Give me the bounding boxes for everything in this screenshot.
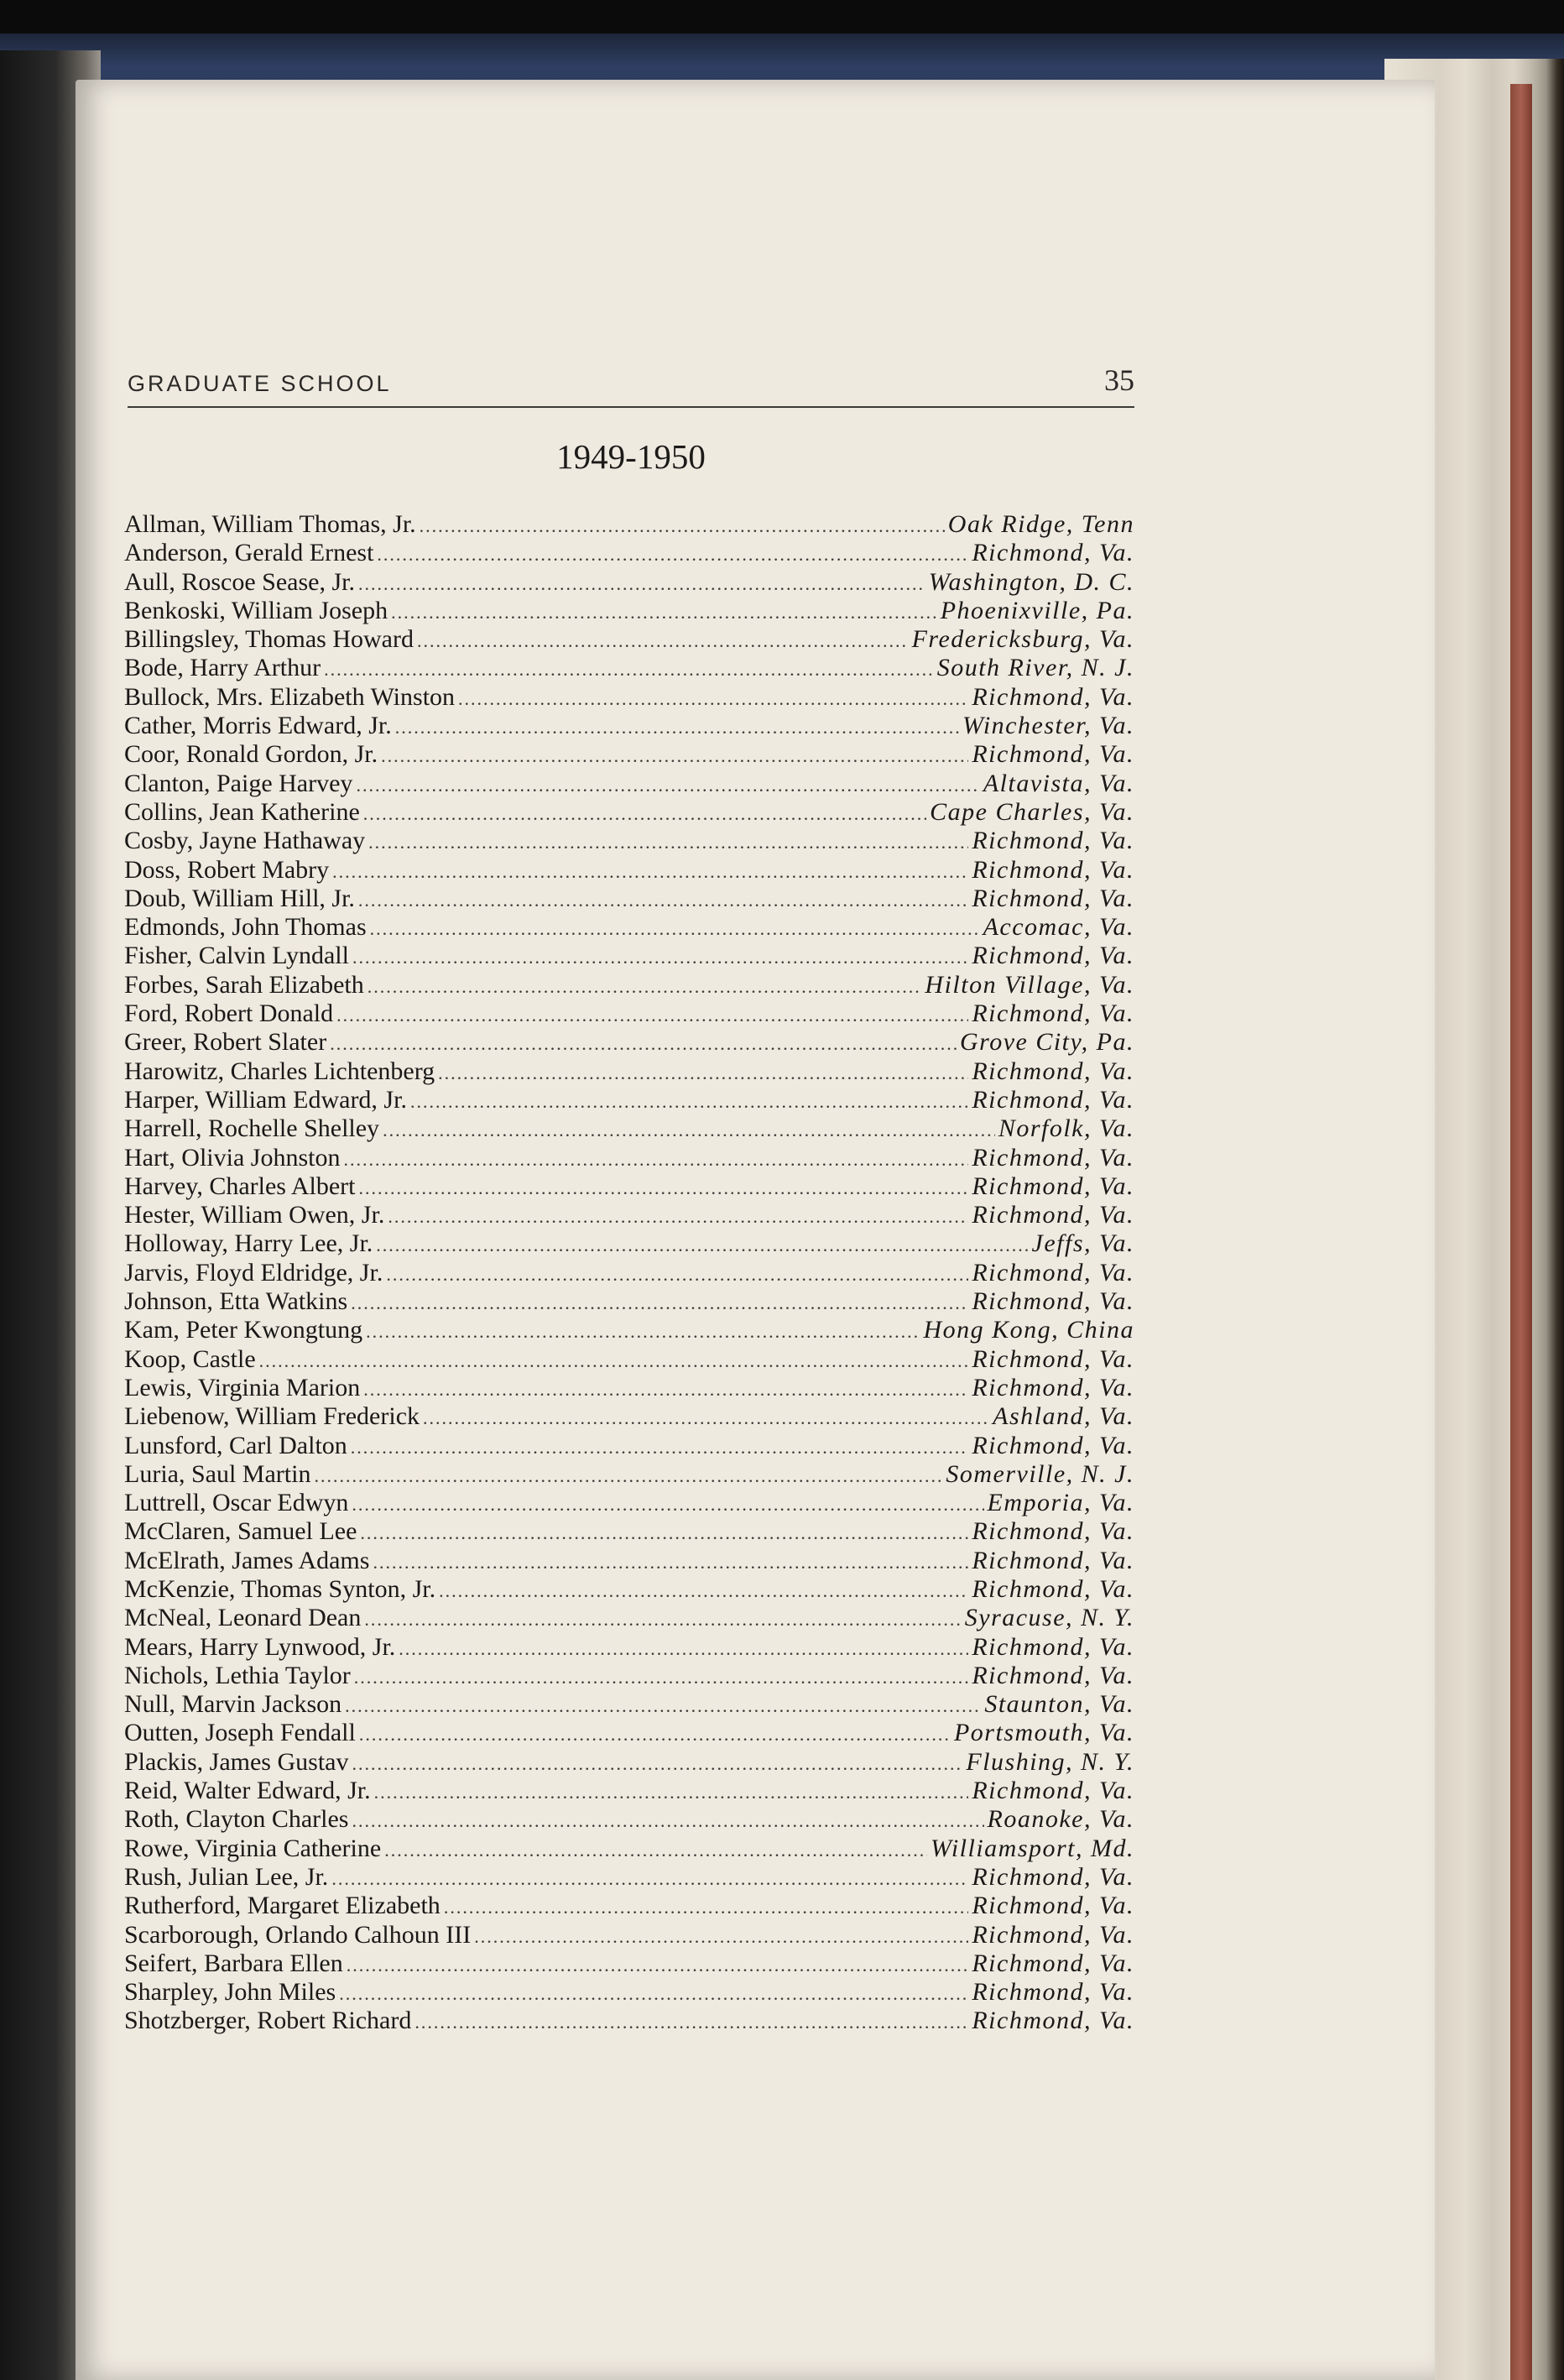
roster-entry: [124, 770, 1134, 798]
hometown: Richmond, Va.: [972, 1632, 1134, 1661]
roster-entry: [124, 1805, 1134, 1834]
roster-entry: [124, 1201, 1134, 1229]
dot-leader: [351, 1289, 968, 1318]
student-name: Lunsford, Carl Dalton: [124, 1431, 347, 1459]
roster-entry: [124, 1633, 1134, 1662]
roster-entry: [124, 740, 1134, 769]
student-name: Harowitz, Charles Lichtenberg: [124, 1057, 435, 1085]
dot-leader: [373, 1548, 968, 1577]
student-name: Doss, Robert Mabry: [124, 855, 330, 884]
dot-leader: [352, 1750, 962, 1778]
hometown: Emporia, Va.: [987, 1489, 1134, 1517]
roster-entry: [124, 1777, 1134, 1805]
dot-leader: [458, 685, 968, 713]
hometown: Williamsport, Md.: [930, 1834, 1134, 1862]
student-name: Null, Marvin Jackson: [124, 1690, 342, 1719]
year-heading: 1949-1950: [556, 437, 706, 476]
dot-leader: [358, 886, 968, 915]
hometown: Richmond, Va.: [972, 1143, 1134, 1172]
roster-entry: [124, 1172, 1134, 1201]
hometown: Richmond, Va.: [972, 827, 1134, 855]
student-name: Cosby, Jayne Hathaway: [124, 827, 366, 855]
student-name: Shotzberger, Robert Richard: [124, 2007, 412, 2035]
roster-entry: [124, 942, 1134, 970]
student-name: McElrath, James Adams: [124, 1546, 370, 1574]
student-name: Seifert, Barbara Ellen: [124, 1949, 343, 1977]
hometown: Portsmouth, Va.: [953, 1719, 1134, 1747]
student-name: Allman, William Thomas, Jr.: [124, 510, 416, 538]
student-name: Outten, Joseph Fendall: [124, 1719, 356, 1747]
dot-leader: [370, 915, 980, 943]
roster-entry: [124, 1057, 1134, 1086]
student-name: McClaren, Samuel Lee: [124, 1517, 357, 1546]
hometown: Richmond, Va.: [972, 1085, 1134, 1114]
hometown: Richmond, Va.: [972, 2007, 1134, 2035]
roster-entry: [124, 1604, 1134, 1632]
dot-leader: [352, 1490, 983, 1519]
dot-leader: [444, 1893, 969, 1922]
section-title: GRADUATE SCHOOL: [128, 371, 392, 396]
student-name: Bullock, Mrs. Elizabeth Winston: [124, 682, 456, 711]
roster-entry: [124, 1949, 1134, 1978]
student-name: Roth, Clayton Charles: [124, 1805, 349, 1834]
dot-leader: [343, 1146, 968, 1174]
hometown: Richmond, Va.: [972, 1057, 1134, 1085]
hometown: Richmond, Va.: [972, 1777, 1134, 1805]
dot-leader: [259, 1347, 969, 1375]
hometown: Ashland, Va.: [993, 1402, 1134, 1431]
hometown: Richmond, Va.: [972, 1258, 1134, 1287]
hometown: Altavista, Va.: [983, 769, 1134, 797]
student-name: Koop, Castle: [124, 1344, 256, 1373]
hometown: Richmond, Va.: [972, 1920, 1134, 1949]
dot-leader: [354, 1663, 969, 1692]
student-name: Greer, Robert Slater: [124, 1028, 327, 1057]
dot-leader: [388, 1203, 968, 1231]
roster-entry: [124, 597, 1134, 625]
dot-leader: [399, 1635, 968, 1663]
dot-leader: [347, 1951, 969, 1980]
roster-entry: [124, 1374, 1134, 1402]
roster-entry: [124, 1863, 1134, 1892]
dot-leader: [358, 570, 925, 598]
hometown: Winchester, Va.: [962, 712, 1134, 740]
roster-entry: [124, 885, 1134, 913]
student-roster: [124, 510, 1134, 2036]
student-name: Scarborough, Orlando Calhoun III: [124, 1920, 472, 1949]
hometown: Richmond, Va.: [972, 999, 1134, 1028]
hometown: Richmond, Va.: [972, 1546, 1134, 1574]
hometown: Richmond, Va.: [972, 942, 1134, 970]
student-name: Lewis, Virginia Marion: [124, 1373, 361, 1401]
student-name: Plackis, James Gustav: [124, 1747, 349, 1776]
hometown: Staunton, Va.: [984, 1690, 1134, 1719]
roster-entry: [124, 539, 1134, 567]
roster-entry: [124, 1892, 1134, 1920]
dot-leader: [356, 771, 979, 800]
roster-entry: [124, 683, 1134, 712]
roster-entry: [124, 654, 1134, 682]
dot-leader: [384, 1836, 927, 1865]
hometown: Richmond, Va.: [972, 1574, 1134, 1603]
hometown: Washington, D. C.: [928, 567, 1134, 596]
student-name: Hester, William Owen, Jr.: [124, 1201, 385, 1229]
hometown: Richmond, Va.: [972, 539, 1134, 567]
student-name: Johnson, Etta Watkins: [124, 1287, 348, 1316]
student-name: Reid, Walter Edward, Jr.: [124, 1777, 371, 1805]
student-name: Rutherford, Margaret Elizabeth: [124, 1892, 441, 1920]
student-name: Luria, Saul Martin: [124, 1459, 311, 1488]
dot-leader: [377, 540, 968, 569]
dot-leader: [366, 1318, 920, 1346]
hometown: Richmond, Va.: [972, 855, 1134, 884]
red-page-edge: [1510, 84, 1532, 2380]
roster-entry: [124, 1144, 1134, 1172]
dot-leader: [410, 1088, 968, 1116]
roster-entry: [124, 1978, 1134, 2007]
hometown: Richmond, Va.: [972, 682, 1134, 711]
student-name: Fisher, Calvin Lyndall: [124, 942, 349, 970]
roster-entry: [124, 1259, 1134, 1287]
dot-leader: [395, 713, 959, 742]
hometown: Phoenixville, Pa.: [940, 596, 1134, 624]
student-name: Kam, Peter Kwongtung: [124, 1316, 363, 1344]
student-name: Sharpley, John Miles: [124, 1978, 336, 2007]
hometown: Richmond, Va.: [972, 1431, 1134, 1459]
dot-leader: [363, 800, 926, 828]
roster-entry: [124, 1690, 1134, 1719]
hometown: Roanoke, Va.: [987, 1805, 1134, 1834]
roster-entry: [124, 1114, 1134, 1143]
roster-entry: [124, 1921, 1134, 1949]
roster-entry: [124, 1402, 1134, 1431]
dot-leader: [376, 1231, 1028, 1260]
roster-entry: [124, 1229, 1134, 1258]
dot-leader: [439, 1577, 968, 1605]
dot-leader: [391, 598, 937, 627]
student-name: Billingsley, Thomas Howard: [124, 625, 414, 654]
roster-entry: [124, 999, 1134, 1028]
dot-leader: [314, 1462, 942, 1490]
dot-leader: [331, 1865, 968, 1893]
hometown: Jeffs, Va.: [1031, 1229, 1134, 1258]
student-name: Nichols, Lethia Taylor: [124, 1661, 351, 1689]
hometown: Richmond, Va.: [972, 1172, 1134, 1200]
roster-entry: [124, 1316, 1134, 1344]
student-name: Rush, Julian Lee, Jr.: [124, 1862, 329, 1891]
roster-entry: [124, 712, 1134, 740]
student-name: Edmonds, John Thomas: [124, 913, 367, 942]
roster-entry: [124, 510, 1134, 539]
roster-entry: [124, 1748, 1134, 1777]
dot-leader: [363, 1375, 968, 1404]
roster-entry: [124, 1575, 1134, 1604]
student-name: Luttrell, Oscar Edwyn: [124, 1489, 349, 1517]
roster-entry: [124, 798, 1134, 827]
hometown: Richmond, Va.: [972, 1892, 1134, 1920]
dot-leader: [368, 828, 968, 857]
student-name: Liebenow, William Frederick: [124, 1402, 420, 1431]
dot-leader: [336, 1001, 968, 1030]
hometown: Somerville, N. J.: [946, 1459, 1134, 1488]
hometown: Richmond, Va.: [972, 1373, 1134, 1401]
hometown: Hilton Village, Va.: [925, 970, 1134, 999]
roster-entry: [124, 1547, 1134, 1575]
hometown: Richmond, Va.: [972, 1978, 1134, 2007]
running-head: [128, 363, 1134, 404]
student-name: Rowe, Virginia Catherine: [124, 1834, 382, 1862]
student-name: Bode, Harry Arthur: [124, 654, 321, 682]
dot-leader: [423, 1404, 989, 1433]
hometown: Flushing, N. Y.: [966, 1747, 1134, 1776]
roster-entry: [124, 1835, 1134, 1863]
hometown: Richmond, Va.: [972, 1287, 1134, 1316]
dot-leader: [386, 1260, 968, 1289]
roster-entry: [124, 1719, 1134, 1747]
hometown: Richmond, Va.: [972, 1862, 1134, 1891]
student-name: Harvey, Charles Albert: [124, 1172, 356, 1200]
hometown: Richmond, Va.: [972, 884, 1134, 912]
hometown: Syracuse, N. Y.: [964, 1604, 1134, 1632]
roster-entry: [124, 2007, 1134, 2035]
roster-entry: [124, 1345, 1134, 1374]
roster-entry: [124, 1086, 1134, 1114]
hometown: Hong Kong, China: [923, 1316, 1134, 1344]
hometown: Richmond, Va.: [972, 740, 1134, 769]
student-name: Cather, Morris Edward, Jr.: [124, 712, 392, 740]
student-name: Ford, Robert Donald: [124, 999, 334, 1028]
roster-entry: [124, 1517, 1134, 1546]
hometown: Grove City, Pa.: [959, 1028, 1134, 1057]
student-name: Harper, William Edward, Jr.: [124, 1085, 407, 1114]
dot-leader: [438, 1059, 968, 1088]
roster-entry: [124, 827, 1134, 855]
student-name: Anderson, Gerald Ernest: [124, 539, 374, 567]
dot-leader: [330, 1030, 957, 1058]
hometown: Richmond, Va.: [972, 1344, 1134, 1373]
dot-leader: [352, 943, 968, 972]
student-name: Doub, William Hill, Jr.: [124, 884, 355, 912]
header-rule: [128, 406, 1134, 408]
hometown: Richmond, Va.: [972, 1661, 1134, 1689]
dot-leader: [358, 1174, 968, 1203]
dot-leader: [417, 627, 909, 655]
hometown: Fredericksburg, Va.: [911, 625, 1134, 654]
hometown: Richmond, Va.: [972, 1517, 1134, 1546]
dot-leader: [351, 1433, 969, 1462]
dot-leader: [364, 1605, 961, 1634]
hometown: Norfolk, Va.: [998, 1114, 1134, 1143]
dot-leader: [381, 742, 968, 770]
roster-entry: [124, 1489, 1134, 1517]
roster-entry: [124, 625, 1134, 654]
dot-leader: [339, 1980, 968, 2008]
student-name: Collins, Jean Katherine: [124, 797, 360, 826]
student-name: Benkoski, William Joseph: [124, 596, 388, 624]
dot-leader: [352, 1807, 983, 1835]
student-name: Aull, Roscoe Sease, Jr.: [124, 567, 355, 596]
dot-leader: [420, 512, 945, 540]
roster-entry: [124, 1432, 1134, 1460]
hometown: Cape Charles, Va.: [930, 797, 1134, 826]
roster-entry: [124, 1287, 1134, 1316]
page-number: 35: [1104, 363, 1134, 397]
student-name: Coor, Ronald Gordon, Jr.: [124, 740, 378, 769]
dot-leader: [324, 655, 934, 684]
hometown: Richmond, Va.: [972, 1201, 1134, 1229]
student-name: McKenzie, Thomas Synton, Jr.: [124, 1574, 436, 1603]
hometown: Richmond, Va.: [972, 1949, 1134, 1977]
dot-leader: [332, 858, 968, 886]
student-name: McNeal, Leonard Dean: [124, 1604, 362, 1632]
hometown: Accomac, Va.: [983, 913, 1134, 942]
student-name: Mears, Harry Lynwood, Jr.: [124, 1632, 396, 1661]
roster-entry: [124, 1460, 1134, 1489]
dot-leader: [414, 2008, 968, 2037]
dot-leader: [474, 1923, 968, 1951]
roster-entry: [124, 1028, 1134, 1057]
student-name: Forbes, Sarah Elizabeth: [124, 970, 364, 999]
dot-leader: [383, 1116, 995, 1145]
dot-leader: [345, 1692, 981, 1720]
dot-leader: [359, 1720, 951, 1749]
dot-leader: [360, 1519, 968, 1548]
roster-entry: [124, 913, 1134, 942]
roster-entry: [124, 568, 1134, 597]
hometown: South River, N. J.: [936, 654, 1134, 682]
hometown: Oak Ridge, Tenn: [947, 510, 1134, 538]
student-name: Harrell, Rochelle Shelley: [124, 1114, 380, 1143]
student-name: Jarvis, Floyd Eldridge, Jr.: [124, 1258, 383, 1287]
student-name: Clanton, Paige Harvey: [124, 769, 353, 797]
dot-leader: [374, 1778, 969, 1807]
roster-entry: [124, 856, 1134, 885]
student-name: Hart, Olivia Johnston: [124, 1143, 341, 1172]
student-name: Holloway, Harry Lee, Jr.: [124, 1229, 373, 1258]
dot-leader: [368, 973, 922, 1001]
roster-entry: [124, 971, 1134, 999]
roster-entry: [124, 1662, 1134, 1690]
